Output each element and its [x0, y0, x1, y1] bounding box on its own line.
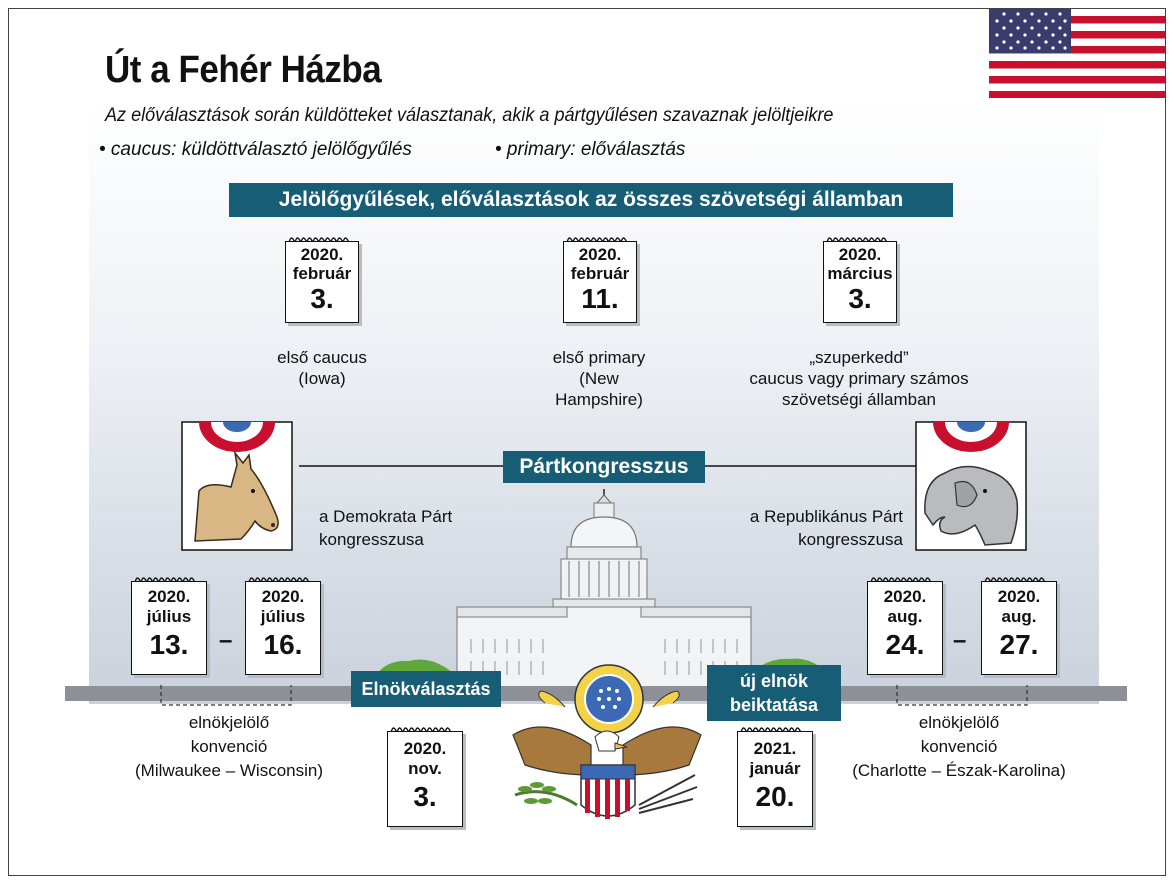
election-banner: Elnökválasztás — [351, 671, 501, 707]
republican-label: a Republikánus Párt kongresszusa — [749, 507, 903, 549]
calendar-rep-convention-start — [867, 571, 943, 675]
first-primary-label: első primary (New Hampshire) — [552, 348, 646, 409]
calendar-day: 3. — [413, 781, 437, 812]
calendar-year: 2020. — [300, 245, 344, 264]
primaries-banner: Jelölőgyűlések, előválasztások az összes szövetségi államban — [229, 183, 953, 217]
calendar-day: 20. — [755, 781, 795, 812]
rep-bracket-line — [895, 685, 1035, 711]
calendar-first-caucus — [285, 231, 359, 323]
calendar-election-day — [387, 721, 463, 827]
dem-bracket-line — [159, 685, 299, 711]
calendar-day: 24. — [885, 629, 925, 660]
calendar-inauguration-day — [737, 721, 813, 827]
calendar-day: 27. — [999, 629, 1039, 660]
calendar-month: július — [260, 607, 306, 626]
dem-convention-label: elnökjelölő konvenció (Milwaukee – Wisconsin) — [135, 713, 323, 780]
calendar-year: 2020. — [838, 245, 882, 264]
first-caucus-label: első caucus (Iowa) — [277, 348, 367, 388]
democratic-label: a Demokrata Párt kongresszusa — [319, 507, 453, 549]
date-range-dash: – — [953, 627, 967, 654]
calendar-month: aug. — [887, 607, 923, 626]
calendar-year: 2021. — [753, 739, 797, 758]
calendar-month: július — [146, 607, 192, 626]
calendar-day: 13. — [149, 629, 189, 660]
calendar-day: 11. — [581, 283, 619, 314]
page-subtitle: Az előválasztások során küldötteket választanak, akik a pártgyűlésen szavaznak jelöltjeikre — [105, 105, 834, 126]
calendar-rep-convention-end — [981, 571, 1057, 675]
definition-primary: • primary: előválasztás — [495, 139, 686, 160]
convention-banner: Pártkongresszus — [503, 451, 705, 483]
us-flag-icon — [989, 8, 1166, 98]
calendar-month: március — [827, 264, 893, 283]
calendar-month: január — [749, 759, 801, 778]
calendar-year: 2020. — [261, 587, 305, 606]
calendar-super-tuesday — [823, 231, 897, 323]
calendar-month: nov. — [408, 759, 442, 778]
inauguration-banner: új elnök beiktatása — [707, 665, 841, 721]
calendar-year: 2020. — [883, 587, 927, 606]
calendar-day: 16. — [263, 629, 303, 660]
definition-caucus: • caucus: küldöttválasztó jelölőgyűlés — [99, 139, 412, 160]
rep-convention-label: elnökjelölő konvenció (Charlotte – Észak-Karolina) — [852, 713, 1066, 780]
calendar-year: 2020. — [578, 245, 622, 264]
republican-elephant-icon — [915, 421, 1027, 551]
great-seal-eagle-icon — [505, 655, 705, 845]
calendar-dem-convention-start — [131, 571, 207, 675]
calendar-day: 3. — [848, 283, 872, 314]
calendar-month: február — [570, 264, 630, 283]
calendar-year: 2020. — [403, 739, 447, 758]
calendar-month: aug. — [1001, 607, 1037, 626]
calendar-dem-convention-end — [245, 571, 321, 675]
calendar-first-primary — [563, 231, 637, 323]
calendar-year: 2020. — [147, 587, 191, 606]
page-title: Út a Fehér Házba — [105, 49, 382, 91]
super-tuesday-label: „szuperkedd” caucus vagy primary számos szövetségi államban — [749, 348, 969, 409]
calendar-day: 3. — [310, 283, 334, 314]
calendar-year: 2020. — [997, 587, 1041, 606]
democratic-donkey-icon — [181, 421, 293, 551]
calendar-month: február — [292, 264, 352, 283]
date-range-dash: – — [219, 627, 233, 654]
infographic-frame — [8, 8, 1166, 876]
